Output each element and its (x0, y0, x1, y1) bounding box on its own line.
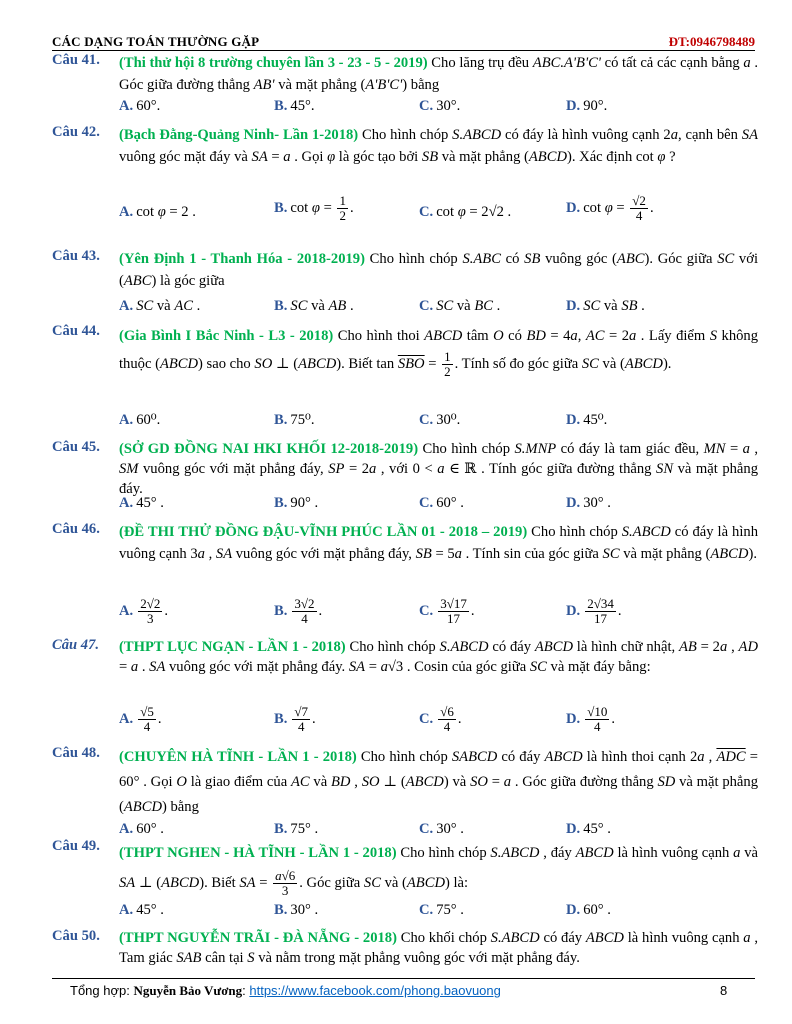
question-body: (SỞ GD ĐỒNG NAI HKI KHỐI 12-2018-2019) Cho hình chóp S.MNP có đáy là tam giác đều, MN = a , SM vuông góc với mặt phẳng đáy, SP = 2a , với 0 < a ∈ ℝ . Tính góc giữa đường thẳng SN và mặt phẳng đáy. (119, 441, 759, 497)
answer-options (119, 596, 759, 626)
option-a[interactable]: A. 45° . (119, 495, 164, 511)
footer-credit: Tổng hợp: Nguyễn Bảo Vương: https://www.facebook.com/phong.baovuong (70, 983, 501, 998)
question-source: (THPT NGUYỄN TRÃI - ĐÀ NẴNG - 2018) (119, 930, 397, 946)
question-48 (52, 745, 758, 837)
question-47 (52, 637, 758, 734)
question-body: (CHUYÊN HÀ TĨNH - LẦN 1 - 2018) Cho hình chóp SABCD có đáy ABCD là hình thoi cạnh 2a , $\overline{ADC} = 60^\circ$ . Gọi O là giao điểm của AC và BD , SO ⊥ (ABCD) và SO = a . Góc giữa đường thẳng SD và mặt phẳng (ABCD) bằng (119, 749, 758, 815)
option-c[interactable]: C. $\frac{√6}{4}$ . (419, 704, 462, 734)
question-42 (52, 124, 758, 223)
question-source: (ĐỀ THI THỬ ĐỒNG ĐẬU-VĨNH PHÚC LẦN 01 - 2018 – 2019) (119, 524, 528, 540)
question-source: (Yên Định 1 - Thanh Hóa - 2018-2019) (119, 251, 365, 267)
option-b[interactable]: B. SC và AB . (274, 298, 354, 314)
option-c[interactable]: C. 30° . (419, 821, 464, 837)
question-number: Câu 41. (52, 52, 100, 68)
question-source: (SỞ GD ĐỒNG NAI HKI KHỐI 12-2018-2019) (119, 441, 419, 457)
answer-options (119, 495, 759, 517)
option-d[interactable]: D. cot φ = $\frac{√2}{4}$ . (566, 193, 654, 223)
question-50 (52, 928, 758, 968)
answer-options (119, 98, 759, 120)
question-source: (Gia Bình I Bắc Ninh - L3 - 2018) (119, 328, 334, 344)
option-a[interactable]: A. 45° . (119, 902, 164, 918)
option-c[interactable]: C. 30°. (419, 98, 461, 114)
question-body: (THPT LỤC NGẠN - LẦN 1 - 2018) Cho hình chóp S.ABCD có đáy ABCD là hình chữ nhật, AB = 2a , AD = a . SA vuông góc với mặt phẳng đáy. SA = a√3 . Cosin của góc giữa SC và mặt đáy bằng: (119, 639, 758, 675)
question-body: (THPT NGUYỄN TRÃI - ĐÀ NẴNG - 2018) Cho khối chóp S.ABCD có đáy ABCD là hình vuông cạnh a , Tam giác SAB cân tại S và nằm trong mặt phẳng vuông góc với mặt phẳng đáy. (119, 930, 759, 966)
question-43 (52, 248, 758, 314)
question-source: (THPT NGHEN - HÀ TĨNH - LẦN 1 - 2018) (119, 845, 397, 861)
question-body: (THPT NGHEN - HÀ TĨNH - LẦN 1 - 2018) Cho hình chóp S.ABCD , đáy ABCD là hình vuông cạnh a và SA ⊥ (ABCD). Biết SA = $\frac{a√6}{3}$ . Góc giữa SC và (ABCD) là: (119, 845, 758, 899)
page-header (52, 30, 755, 51)
option-b[interactable]: B. $\frac{3√2}{4}$ . (274, 596, 323, 626)
answer-options (119, 298, 759, 320)
option-b[interactable]: B. 45°. (274, 98, 315, 114)
question-body: (Gia Bình I Bắc Ninh - L3 - 2018) Cho hình thoi ABCD tâm O có BD = 4a, AC = 2a . Lấy điểm S không thuộc (ABCD) sao cho SO ⊥ (ABCD). Biết $\tan \overline{SBO}$ = $\frac{1}{2}$ . Tính số đo góc giữa SC và (ABCD). (119, 328, 759, 379)
question-number: Câu 48. (52, 745, 100, 761)
option-a[interactable]: A. 60°. (119, 98, 161, 114)
question-number: Câu 44. (52, 323, 100, 339)
option-d[interactable]: D. 45° . (566, 821, 611, 837)
option-a[interactable]: A. 60⁰. (119, 412, 161, 428)
option-c[interactable]: C. cot φ = 2√2 . (419, 204, 512, 220)
option-d[interactable]: D. 60° . (566, 902, 611, 918)
question-41 (52, 52, 759, 114)
question-source: (Thi thử hội 8 trường chuyên lần 3 - 23 - 5 - 2019) (119, 55, 428, 71)
footer-rule (52, 978, 755, 979)
option-c[interactable]: C. 30⁰. (419, 412, 461, 428)
question-number: Câu 46. (52, 521, 100, 537)
option-a[interactable]: A. cot φ = 2 . (119, 204, 196, 220)
question-number: Câu 49. (52, 838, 100, 854)
option-b[interactable]: B. 90° . (274, 495, 319, 511)
option-d[interactable]: D. 30° . (566, 495, 611, 511)
option-d[interactable]: D. SC và SB . (566, 298, 645, 314)
question-number: Câu 42. (52, 124, 100, 140)
option-d[interactable]: D. $\frac{2√34}{17}$ . (566, 596, 622, 626)
footer-link[interactable]: https://www.facebook.com/phong.baovuong (249, 983, 501, 998)
option-d[interactable]: D. 90°. (566, 98, 608, 114)
option-a[interactable]: A. $\frac{2√2}{3}$ . (119, 596, 168, 626)
header-phone: ĐT:0946798489 (668, 34, 755, 49)
option-b[interactable]: B. 75⁰. (274, 412, 315, 428)
option-b[interactable]: B. 30° . (274, 902, 319, 918)
option-c[interactable]: C. SC và BC . (419, 298, 501, 314)
question-body: (Thi thử hội 8 trường chuyên lần 3 - 23 - 5 - 2019) Cho lăng trụ đều ABC.A'B'C' có tất cả các cạnh bằng a . Góc giữa đường thẳng AB' và mặt phẳng (A'B'C') bằng (119, 55, 759, 93)
question-body: (Bạch Đằng-Quảng Ninh- Lần 1-2018) Cho hình chóp S.ABCD có đáy là hình vuông cạnh 2a, cạnh bên SA vuông góc mặt đáy và SA = a . Gọi φ là góc tạo bởi SB và mặt phẳng (ABCD). Xác định cot φ ? (119, 127, 758, 165)
question-number: Câu 45. (52, 439, 100, 455)
question-46 (52, 521, 758, 626)
question-source: (Bạch Đằng-Quảng Ninh- Lần 1-2018) (119, 127, 359, 143)
question-49 (52, 838, 758, 918)
question-45 (52, 439, 759, 511)
answer-options (119, 193, 759, 226)
option-a[interactable]: A. 60° . (119, 821, 164, 837)
option-c[interactable]: C. $\frac{3√17}{17}$ . (419, 596, 475, 626)
question-body: (Yên Định 1 - Thanh Hóa - 2018-2019) Cho hình chóp S.ABC có SB vuông góc (ABC). Góc giữa SC với (ABC) là góc giữa (119, 251, 758, 289)
question-number: Câu 43. (52, 248, 100, 264)
option-c[interactable]: C. 75° . (419, 902, 464, 918)
option-b[interactable]: B. cot φ = $\frac{1}{2}$ . (274, 193, 354, 223)
page-number: 8 (720, 983, 728, 998)
question-number: Câu 47. (52, 637, 100, 653)
header-title: CÁC DẠNG TOÁN THƯỜNG GẶP (52, 34, 260, 49)
answer-options (119, 704, 759, 734)
option-c[interactable]: C. 60° . (419, 495, 464, 511)
question-number: Câu 50. (52, 928, 100, 944)
question-44 (52, 323, 759, 428)
option-a[interactable]: A. SC và AC . (119, 298, 201, 314)
option-d[interactable]: D. $\frac{√10}{4}$ . (566, 704, 615, 734)
answer-options (119, 902, 759, 924)
option-d[interactable]: D. 45⁰. (566, 412, 608, 428)
answer-options (119, 411, 759, 433)
footer-author: Nguyễn Bảo Vương (133, 983, 243, 998)
option-a[interactable]: A. $\frac{√5}{4}$ . (119, 704, 162, 734)
question-source: (CHUYÊN HÀ TĨNH - LẦN 1 - 2018) (119, 749, 357, 765)
question-body: (ĐỀ THI THỬ ĐỒNG ĐẬU-VĨNH PHÚC LẦN 01 - 2018 – 2019) Cho hình chóp S.ABCD có đáy là hình vuông cạnh 3a , SA vuông góc với mặt phẳng đáy, SB = 5a . Tính sin của góc giữa SC và mặt phẳng (ABCD). (119, 524, 758, 562)
option-b[interactable]: B. 75° . (274, 821, 319, 837)
option-b[interactable]: B. $\frac{√7}{4}$ . (274, 704, 316, 734)
question-source: (THPT LỤC NGẠN - LẦN 1 - 2018) (119, 639, 346, 655)
